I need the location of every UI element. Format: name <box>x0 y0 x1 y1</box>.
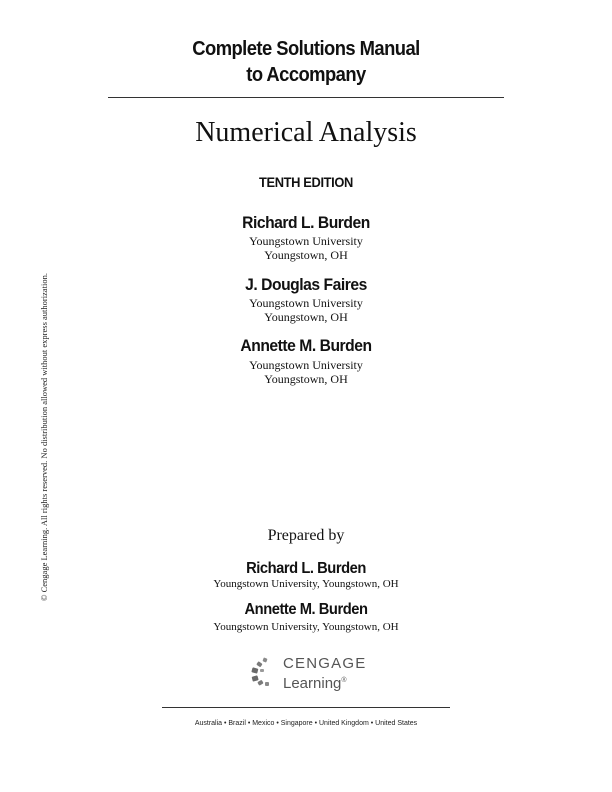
manual-title-line-1: Complete Solutions Manual <box>192 38 420 60</box>
author-location-3: Youngstown, OH <box>264 372 348 386</box>
logo-word-cengage: CENGAGE <box>283 655 367 672</box>
preparer-name-1: Richard L. Burden <box>246 560 366 577</box>
edition-label: TENTH EDITION <box>259 174 353 190</box>
author-location-2: Youngstown, OH <box>264 310 348 324</box>
author-name-3: Annette M. Burden <box>240 336 372 355</box>
author-affiliation-2: Youngstown University <box>249 296 363 310</box>
author-name-2: J. Douglas Faires <box>245 275 367 294</box>
copyright-note: © Cengage Learning. All rights reserved. No distribution allowed without express authorization. <box>39 273 49 601</box>
preparer-affiliation-2: Youngstown University, Youngstown, OH <box>213 621 399 633</box>
preparer-affiliation-1: Youngstown University, Youngstown, OH <box>213 578 399 590</box>
logo-word-learning <box>283 672 347 692</box>
author-location-1: Youngstown, OH <box>264 248 348 262</box>
prepared-by-label: Prepared by <box>267 527 345 544</box>
logo-word-learning-text: Learning <box>283 675 342 692</box>
cengage-learning-logo <box>250 655 370 695</box>
manual-title-line-2: to Accompany <box>246 64 366 86</box>
preparer-name-2: Annette M. Burden <box>244 601 368 618</box>
author-affiliation-1: Youngstown University <box>249 234 363 248</box>
footer-rule <box>162 707 450 708</box>
book-title: Numerical Analysis <box>195 117 417 148</box>
publisher-countries: Australia • Brazil • Mexico • Singapore • United Kingdom • United States <box>194 720 418 727</box>
author-affiliation-3: Youngstown University <box>249 358 363 372</box>
cengage-dots-icon <box>250 657 278 687</box>
author-name-1: Richard L. Burden <box>242 213 370 232</box>
header-rule <box>108 97 504 98</box>
registered-mark: ® <box>341 677 347 684</box>
